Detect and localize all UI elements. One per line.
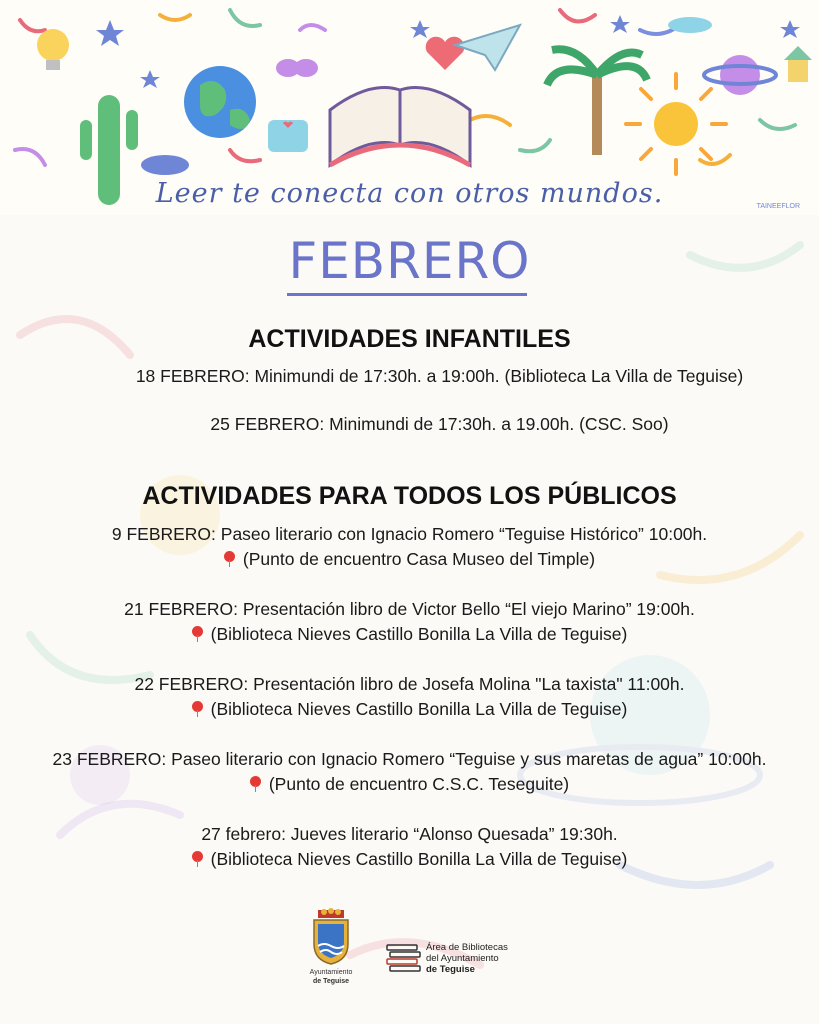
map-pin-icon <box>192 701 203 717</box>
event-5-place <box>0 849 819 870</box>
ayuntamiento-label <box>296 968 366 986</box>
event-2-place <box>0 624 819 645</box>
event-3-location: (Biblioteca Nieves Castillo Bonilla La Villa de Teguise) <box>210 699 628 719</box>
event-4-text: 23 FEBRERO: Paseo literario con Ignacio Romero “Teguise y sus maretas de agua” 10:00h. <box>52 749 767 769</box>
section-title-children: ACTIVIDADES INFANTILES <box>248 325 571 353</box>
event-4-place <box>0 774 819 795</box>
ayuntamiento-line1: Ayuntamiento <box>309 969 353 976</box>
ufo-icon <box>668 17 712 33</box>
books-icon <box>385 943 423 975</box>
globe-icon <box>184 66 256 138</box>
map-pin-icon <box>250 776 261 792</box>
paper-plane-icon <box>455 25 520 70</box>
butterfly-icon <box>276 59 318 77</box>
map-pin-icon <box>192 626 203 642</box>
section-title-all: ACTIVIDADES PARA TODOS LOS PÚBLICOS <box>142 482 677 510</box>
slogan: Leer te conecta con otros mundos. <box>155 178 664 209</box>
event-5-location: (Biblioteca Nieves Castillo Bonilla La Villa de Teguise) <box>210 849 628 869</box>
month-title: FEBRERO <box>288 232 531 290</box>
lightbulb-icon <box>37 29 69 70</box>
bib-line1: Área de Bibliotecas <box>426 942 508 953</box>
crest-icon <box>306 908 356 966</box>
fish-icon <box>141 155 189 175</box>
event-1-text: 9 FEBRERO: Paseo literario con Ignacio Romero “Teguise Histórico” 10:00h. <box>111 524 708 544</box>
bib-line2: del Ayuntamiento <box>426 953 499 964</box>
event-1-place <box>0 549 819 570</box>
heart-icon <box>426 37 465 70</box>
event-3-place <box>0 699 819 720</box>
bibliotecas-label <box>426 942 508 975</box>
cup-icon <box>268 120 308 152</box>
svg-text:TAINEEFLOR: TAINEEFLOR <box>756 203 800 210</box>
children-event-1: 18 FEBRERO: Minimundi de 17:30h. a 19:00h. (Biblioteca La Villa de Teguise) <box>135 366 744 386</box>
bib-line3: de Teguise <box>426 964 475 975</box>
month-underline <box>287 293 527 296</box>
event-1-location: (Punto de encuentro Casa Museo del Timple) <box>242 549 596 569</box>
event-3-text: 22 FEBRERO: Presentación libro de Josefa Molina "La taxista" 11:00h. <box>134 674 685 694</box>
book-icon <box>330 88 470 166</box>
map-pin-icon <box>224 551 235 567</box>
header-banner <box>0 0 819 215</box>
event-4-location: (Punto de encuentro C.S.C. Teseguite) <box>268 774 570 794</box>
house-icon <box>784 46 812 82</box>
footer-logos <box>0 908 819 988</box>
planet-icon <box>704 55 776 95</box>
ayuntamiento-line2: de Teguise <box>312 978 350 985</box>
palm-tree-icon <box>547 49 647 155</box>
sun-icon <box>626 74 726 174</box>
event-2-text: 21 FEBRERO: Presentación libro de Victor Bello “El viejo Marino” 19:00h. <box>124 599 695 619</box>
event-2-location: (Biblioteca Nieves Castillo Bonilla La Villa de Teguise) <box>210 624 628 644</box>
map-pin-icon <box>192 851 203 867</box>
event-5-text: 27 febrero: Jueves literario “Alonso Quesada” 19:30h. <box>201 824 618 844</box>
children-event-2: 25 FEBRERO: Minimundi de 17:30h. a 19.00h. (CSC. Soo) <box>210 414 669 434</box>
